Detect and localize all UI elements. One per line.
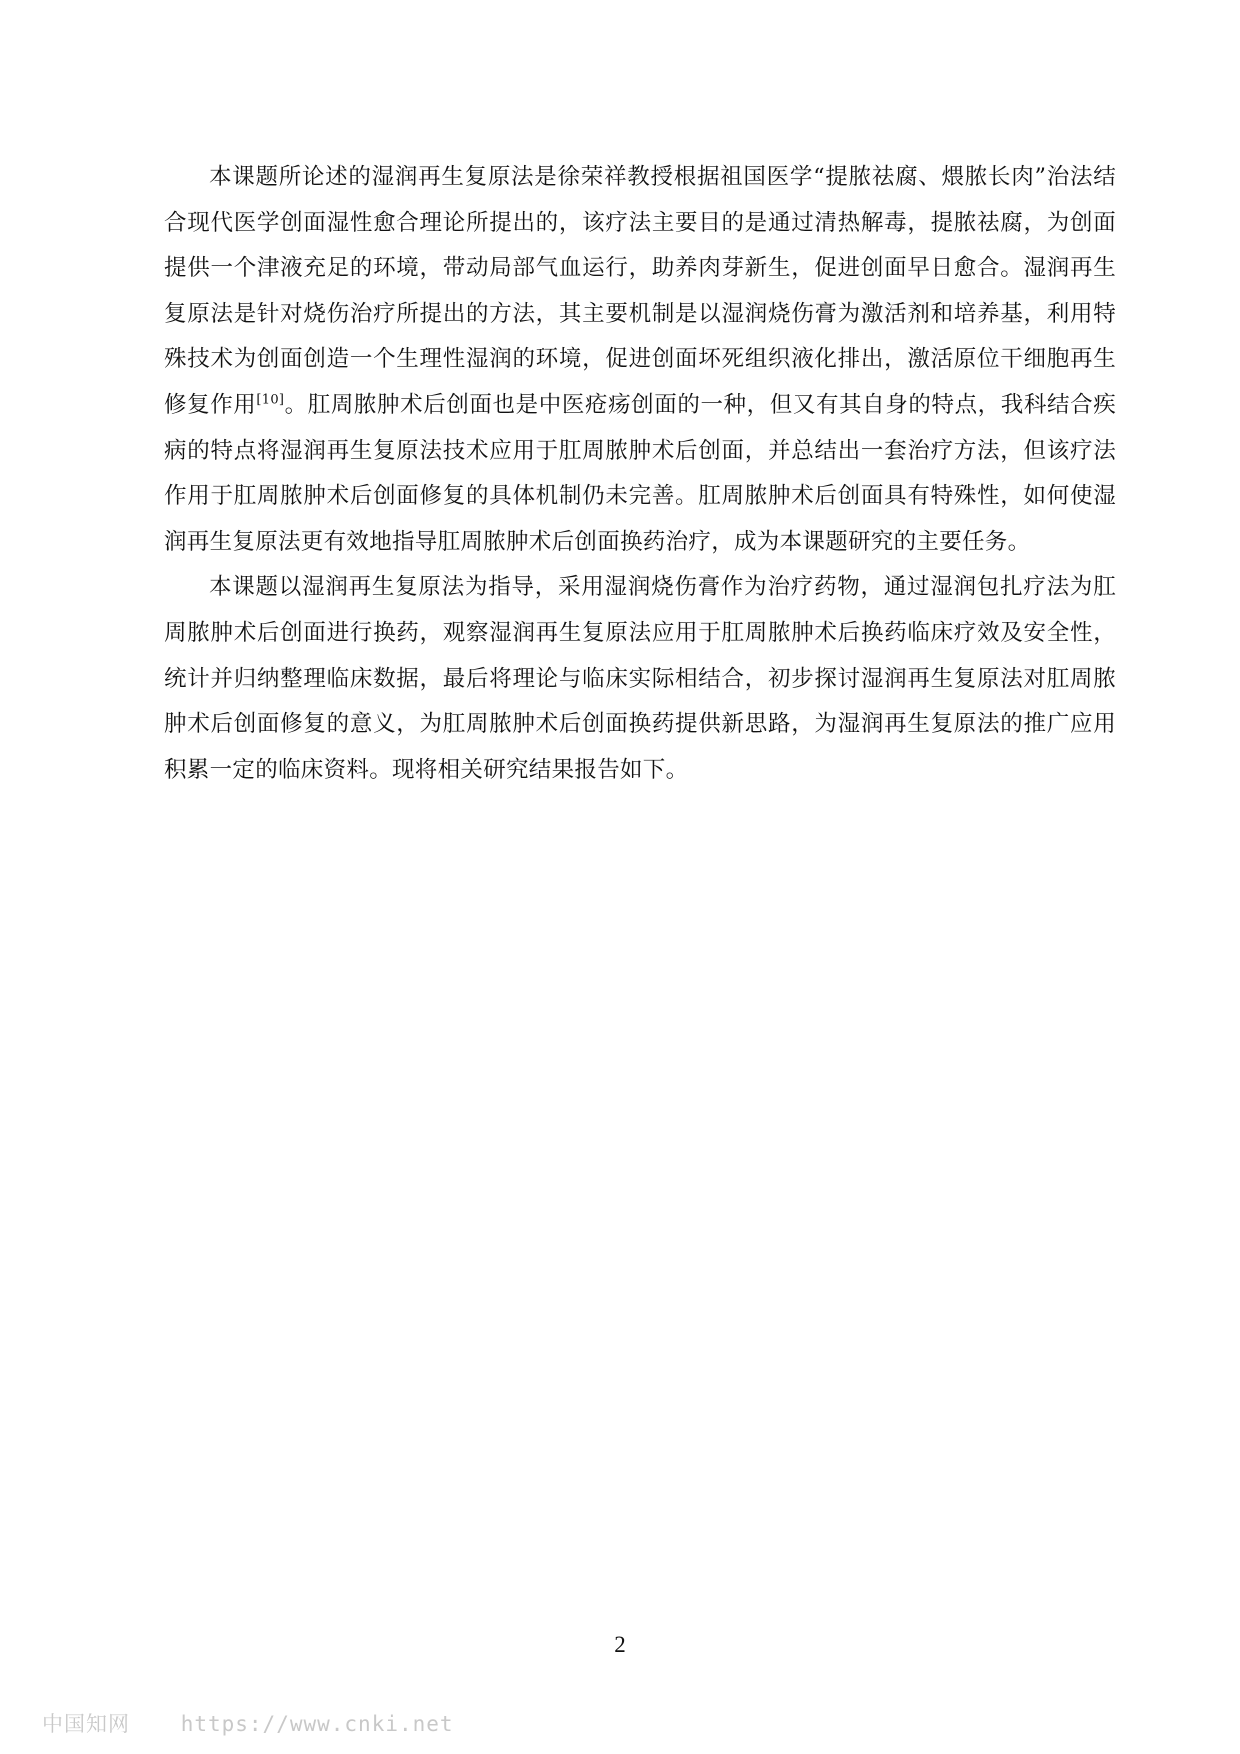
- paragraph-1: [164, 155, 1116, 565]
- paragraph-1-text: 本课题所论述的湿润再生复原法是徐荣祥教授根据祖国医学“提脓祛腐、煨脓长肉”治法结合现代医学创面湿性愈合理论所提出的，该疗法主要目的是通过清热解毒，提脓祛腐，为创面提供一个津液充足的环境，带动局部气血运行，助养肉芽新生，促进创面早日愈合。湿润再生复原法是针对烧伤治疗所提出的方法，其主要机制是以湿润烧伤膏为激活剂和培养基，利用特殊技术为创面创造一个生理性湿润的环境，促进创面坏死组织液化排出，激活原位干细胞再生修复作用: [164, 164, 1116, 418]
- paragraph-1-text-continued: 。肛周脓肿术后创面也是中医疮疡创面的一种，但又有其自身的特点，我科结合疾病的特点将湿润再生复原法技术应用于肛周脓肿术后创面，并总结出一套治疗方法，但该疗法作用于肛周脓肿术后创面修复的具体机制仍未完善。肛周脓肿术后创面具有特殊性，如何使湿润再生复原法更有效地指导肛周脓肿术后创面换药治疗，成为本课题研究的主要任务。: [164, 391, 1116, 555]
- watermark-name: 中国知网: [42, 1712, 130, 1736]
- citation-ref: [10]: [256, 392, 285, 408]
- page-number: 2: [614, 1632, 626, 1657]
- watermark-url: https://www.cnki.net: [180, 1712, 454, 1736]
- watermark: [42, 1708, 454, 1738]
- paragraph-2: 本课题以湿润再生复原法为指导，采用湿润烧伤膏作为治疗药物，通过湿润包扎疗法为肛周脓肿术后创面进行换药，观察湿润再生复原法应用于肛周脓肿术后换药临床疗效及安全性，统计并归纳整理临床数据，最后将理论与临床实际相结合，初步探讨湿润再生复原法对肛周脓肿术后创面修复的意义，为肛周脓肿术后创面换药提供新思路，为湿润再生复原法的推广应用积累一定的临床资料。现将相关研究结果报告如下。: [164, 574, 1116, 783]
- document-body: [164, 155, 1116, 793]
